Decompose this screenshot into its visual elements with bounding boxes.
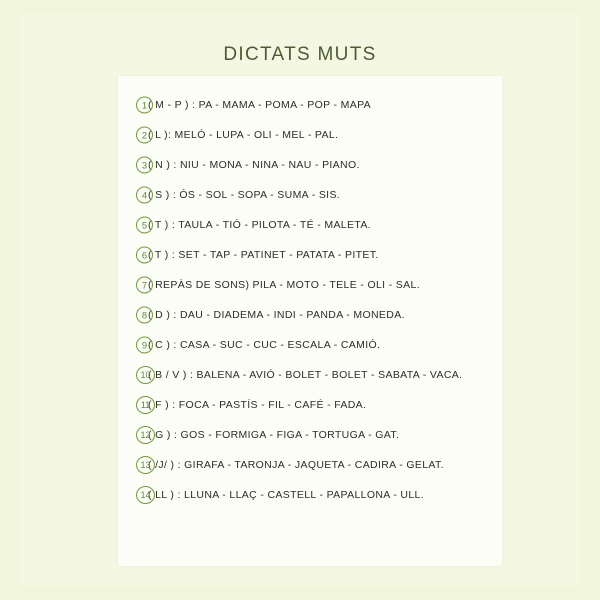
item-number-badge: 11	[136, 396, 155, 414]
list-item	[118, 450, 502, 480]
item-number-badge: 13	[136, 456, 155, 474]
dictation-list-card	[118, 76, 502, 566]
worksheet-sheet	[20, 14, 580, 586]
item-text: ( D ) : DAU - DIADEMA - INDI - PANDA - MONEDA.	[148, 309, 405, 321]
page-title: DICTATS MUTS	[223, 44, 377, 65]
item-text: ( M - P ) : PA - MAMA - POMA - POP - MAPA	[148, 99, 372, 111]
item-number-badge: 1	[136, 97, 153, 114]
item-text: ( T ) : TAULA - TIÓ - PILOTA - TÉ - MALETA.	[148, 219, 371, 231]
item-text: ( B / V ) : BALENA - AVIÓ - BOLET - BOLET - SABATA - VACA.	[148, 369, 463, 381]
item-number-badge: 3	[136, 157, 153, 174]
item-text: ( L ): MELÓ - LUPA - OLI - MEL - PAL.	[148, 129, 339, 141]
item-number-badge: 12	[136, 426, 155, 444]
list-item	[118, 270, 502, 300]
list-item	[118, 360, 502, 390]
list-item	[118, 420, 502, 450]
item-number-badge: 10	[136, 366, 155, 384]
list-item	[118, 150, 502, 180]
item-text: ( C ) : CASA - SUC - CUC - ESCALA - CAMIÓ.	[148, 339, 381, 351]
item-text: ( F ) : FOCA - PASTÍS - FIL - CAFÉ - FADA.	[148, 399, 367, 411]
item-number-badge: 4	[136, 187, 153, 204]
item-number-badge: 9	[136, 337, 153, 354]
item-number-badge: 8	[136, 307, 153, 324]
item-text: ( REPÀS DE SONS) PILA - MOTO - TELE - OLI - SAL.	[148, 279, 420, 291]
item-number-badge: 7	[136, 277, 153, 294]
list-item	[118, 210, 502, 240]
item-number-badge: 2	[136, 127, 153, 144]
list-item	[118, 390, 502, 420]
list-item	[118, 90, 502, 120]
item-number-badge: 6	[136, 247, 153, 264]
item-number-badge: 5	[136, 217, 153, 234]
item-text: ( N ) : NIU - MONA - NINA - NAU - PIANO.	[148, 159, 360, 171]
item-text: ( T ) : SET - TAP - PATINET - PATATA - PITET.	[148, 249, 379, 261]
list-item	[118, 180, 502, 210]
list-item	[118, 330, 502, 360]
item-text: ( /J/ ) : GIRAFA - TARONJA - JAQUETA - CADIRA - GELAT.	[148, 459, 444, 471]
dictation-list	[118, 90, 502, 510]
list-item	[118, 300, 502, 330]
item-text: ( S ) : ÓS - SOL - SOPA - SUMA - SIS.	[148, 189, 341, 201]
list-item	[118, 480, 502, 510]
list-item	[118, 240, 502, 270]
item-text: ( LL ) : LLUNA - LLAÇ - CASTELL - PAPALLONA - ULL.	[148, 489, 425, 501]
list-item	[118, 120, 502, 150]
item-number-badge: 14	[136, 486, 155, 504]
item-text: ( G ) : GOS - FORMIGA - FIGA - TORTUGA - GAT.	[148, 429, 400, 441]
